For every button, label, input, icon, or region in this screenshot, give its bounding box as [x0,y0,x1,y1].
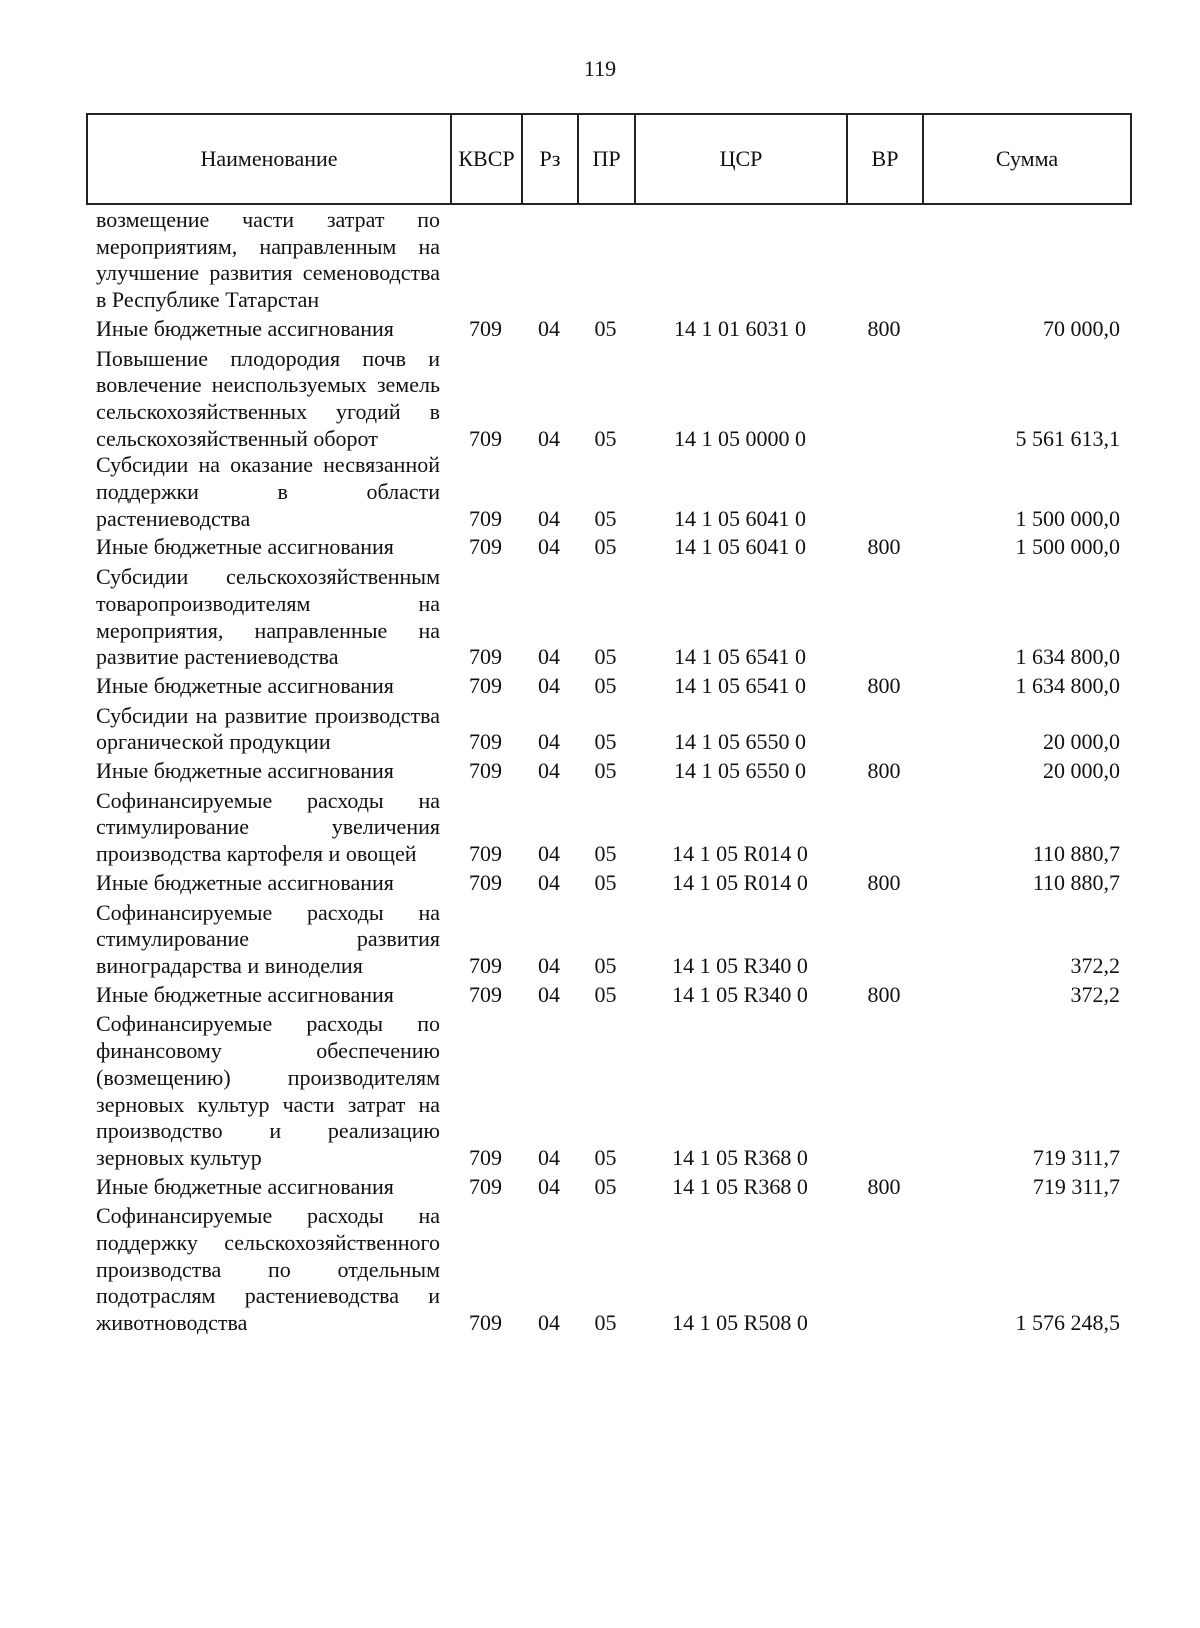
row-name: Иные бюджетные ассигнования [96,758,394,784]
row-kvsr: 709 [469,869,502,895]
row-rz: 04 [538,505,560,531]
row-kvsr: 709 [469,644,502,670]
row-rz: 04 [538,952,560,978]
row-csr: 14 1 05 6550 0 [674,729,806,755]
row-sum: 372,2 [1070,981,1120,1007]
row-pr: 05 [594,981,617,1007]
table-body [86,207,1130,1337]
header-name: Наименование [87,114,451,204]
row-sum: 719 311,7 [1032,1144,1120,1170]
row-pr: 05 [594,869,617,895]
table-row [86,788,1130,868]
table-row [86,1203,1130,1337]
row-kvsr: 709 [469,841,502,867]
row-pr: 05 [594,758,617,784]
table-row [86,564,1130,671]
row-rz: 04 [538,315,560,341]
row-vr: 800 [867,534,901,560]
row-sum: 70 000,0 [1043,315,1120,341]
row-vr: 800 [867,672,901,698]
row-name: Повышение плодородия почв и вовлечение неиспользуемых земель сельскохозяйственных угодий в сельскохозяйственный оборот [96,345,440,451]
row-csr: 14 1 05 6550 0 [674,758,806,784]
row-kvsr: 709 [469,1173,502,1199]
page-number: 119 [583,56,617,81]
header-vr: ВР [847,114,923,204]
row-vr: 800 [867,315,901,341]
row-pr: 05 [594,644,617,670]
row-kvsr: 709 [469,1310,502,1336]
row-pr: 05 [594,505,617,531]
row-rz: 04 [538,672,560,698]
row-csr: 14 1 05 R508 0 [672,1310,808,1336]
row-csr: 14 1 05 6541 0 [674,644,806,670]
row-kvsr: 709 [469,534,502,560]
row-sum: 1 500 000,0 [1015,534,1120,560]
row-name: Софинансируемые расходы на стимулирование развития виноградарства и виноделия [96,899,440,978]
row-pr: 05 [594,1144,617,1170]
row-name: Иные бюджетные ассигнования [96,672,394,698]
row-rz: 04 [538,1310,560,1336]
table-row [86,870,1130,897]
row-rz: 04 [538,1173,560,1199]
row-kvsr: 709 [469,672,502,698]
header-pr: ПР [578,114,635,204]
row-csr: 14 1 01 6031 0 [674,315,806,341]
table-row [86,758,1130,785]
row-sum: 5 561 613,1 [1015,425,1120,451]
row-vr: 800 [867,1173,901,1199]
table-row [86,316,1130,343]
header-csr: ЦСР [635,114,847,204]
row-pr: 05 [594,1310,617,1336]
row-sum: 719 311,7 [1032,1173,1120,1199]
row-name: Иные бюджетные ассигнования [96,534,394,560]
row-rz: 04 [538,841,560,867]
row-name: Иные бюджетные ассигнования [96,1173,394,1199]
row-name: Иные бюджетные ассигнования [96,869,394,895]
row-rz: 04 [538,425,560,451]
row-csr: 14 1 05 R014 0 [672,869,808,895]
row-rz: 04 [538,1144,560,1170]
row-sum: 110 880,7 [1032,841,1120,867]
table-row [86,452,1130,532]
table-row [86,703,1130,756]
row-name: Иные бюджетные ассигнования [96,981,394,1007]
header-kvsr: КВСР [451,114,522,204]
row-csr: 14 1 05 6041 0 [674,505,806,531]
row-csr: 14 1 05 R014 0 [672,841,808,867]
row-rz: 04 [538,644,560,670]
row-pr: 05 [594,672,617,698]
row-name: возмещение части затрат по мероприятиям, направленным на улучшение развития семеноводства в Республике Татарстан [96,207,440,313]
row-csr: 14 1 05 6041 0 [674,534,806,560]
row-vr: 800 [867,981,901,1007]
row-pr: 05 [594,729,617,755]
row-sum: 1 576 248,5 [1015,1310,1120,1336]
row-rz: 04 [538,981,560,1007]
row-csr: 14 1 05 0000 0 [674,425,806,451]
row-kvsr: 709 [469,758,502,784]
row-rz: 04 [538,729,560,755]
row-name: Софинансируемые расходы по финансовому обеспечению (возмещению) производителям зерновых культур части затрат на производство и реализацию зерновых культур [96,1011,440,1170]
row-name: Софинансируемые расходы на стимулирование увеличения производства картофеля и овощей [96,787,440,867]
row-pr: 05 [594,534,617,560]
row-sum: 20 000,0 [1043,729,1120,755]
row-sum: 20 000,0 [1043,758,1120,784]
row-pr: 05 [594,841,617,867]
row-pr: 05 [594,1173,617,1199]
row-name: Субсидии сельскохозяйственным товаропроизводителям на мероприятия, направленные на развитие растениеводства [96,564,440,670]
table-row [86,1011,1130,1171]
row-vr: 800 [867,869,901,895]
row-rz: 04 [538,758,560,784]
row-kvsr: 709 [469,981,502,1007]
row-kvsr: 709 [469,952,502,978]
row-csr: 14 1 05 6541 0 [674,672,806,698]
row-name: Субсидии на оказание несвязанной поддержки в области растениеводства [96,452,440,531]
table-row [86,673,1130,700]
table-row [86,1174,1130,1201]
table-row [86,207,1130,314]
row-name: Иные бюджетные ассигнования [96,315,394,341]
row-csr: 14 1 05 R340 0 [672,981,808,1007]
row-sum: 1 634 800,0 [1015,644,1120,670]
row-kvsr: 709 [469,315,502,341]
table-row [86,346,1130,453]
row-pr: 05 [594,315,617,341]
row-sum: 1 634 800,0 [1015,672,1120,698]
row-sum: 110 880,7 [1032,869,1120,895]
table-row [86,900,1130,980]
table-header [86,113,1132,205]
row-kvsr: 709 [469,729,502,755]
row-kvsr: 709 [469,1144,502,1170]
row-kvsr: 709 [469,425,502,451]
row-name: Софинансируемые расходы на поддержку сельскохозяйственного производства по отдельным подотраслям растениеводства и животноводства [96,1203,440,1336]
row-csr: 14 1 05 R340 0 [672,952,808,978]
row-csr: 14 1 05 R368 0 [672,1144,808,1170]
row-name: Субсидии на развитие производства органической продукции [96,702,440,755]
header-rz: Рз [522,114,578,204]
row-sum: 1 500 000,0 [1015,505,1120,531]
row-vr: 800 [867,758,901,784]
table-row [86,534,1130,561]
row-pr: 05 [594,952,617,978]
row-csr: 14 1 05 R368 0 [672,1173,808,1199]
table-row [86,982,1130,1009]
row-sum: 372,2 [1070,952,1120,978]
header-sum: Сумма [923,114,1131,204]
row-kvsr: 709 [469,505,502,531]
row-rz: 04 [538,534,560,560]
row-pr: 05 [594,425,617,451]
row-rz: 04 [538,869,560,895]
